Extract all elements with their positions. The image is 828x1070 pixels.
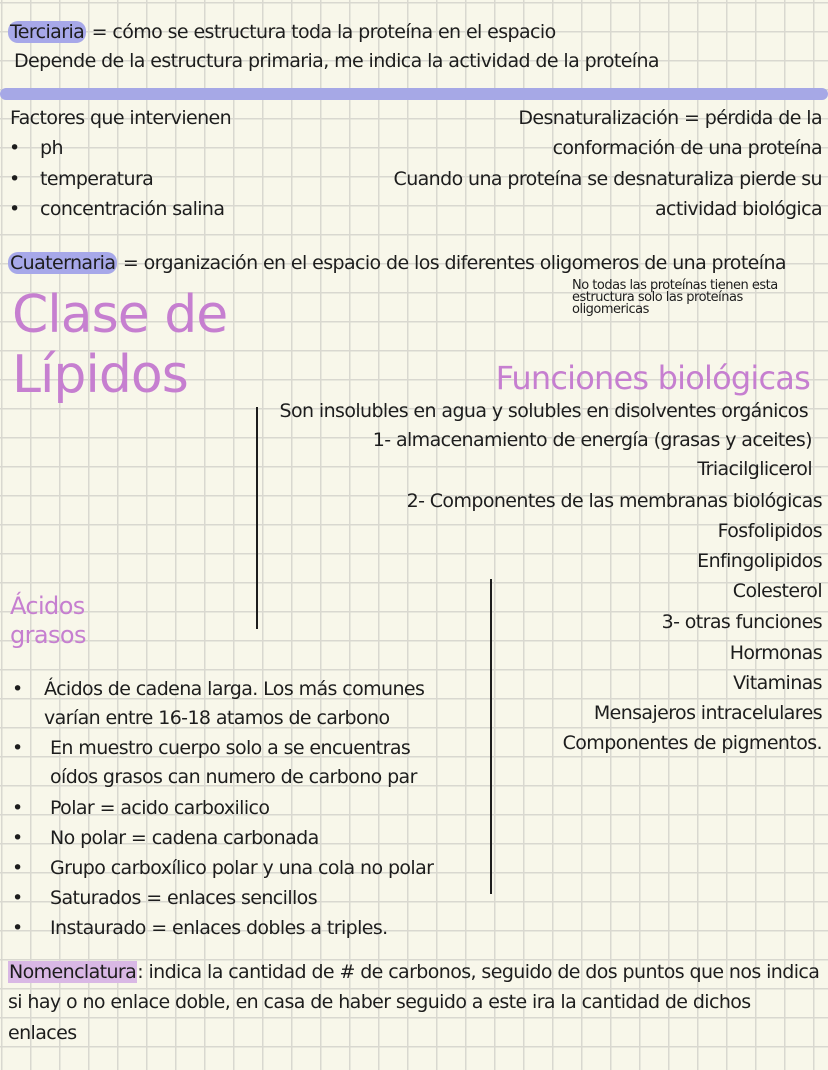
bullet-icon: • <box>12 917 24 939</box>
acidos-bullet-line: Instaurado = enlaces dobles a triples. <box>50 917 388 939</box>
bullet-icon: • <box>12 827 24 849</box>
funciones-line: Mensajeros intracelulares <box>593 702 822 724</box>
vertical-divider-left <box>256 407 258 629</box>
funciones-line: Triacilglicerol <box>697 458 812 480</box>
acidos-bullet-line: En muestro cuerpo solo a se encuentras <box>50 737 411 759</box>
acidos-bullet-line: Ácidos de cadena larga. Los más comunes <box>44 678 425 700</box>
terciaria-term-highlight: Terciaria <box>10 21 85 43</box>
funciones-line: 2- Componentes de las membranas biológicas <box>406 490 822 512</box>
lipidos-title-line: Lípidos <box>12 345 188 405</box>
funciones-line: Hormonas <box>729 642 822 664</box>
terciaria-definition <box>12 20 556 44</box>
nomenclatura-text: : indica la cantidad de # de carbonos, seguido de dos puntos que nos indica <box>137 961 820 983</box>
bullet-icon: • <box>12 737 24 759</box>
funciones-heading: Funciones biológicas <box>495 359 810 397</box>
bullet-icon: • <box>12 887 24 909</box>
acidos-bullet-line: varían entre 16-18 atamos de carbono <box>44 707 390 729</box>
acidos-bullet-line: No polar = cadena carbonada <box>50 827 319 849</box>
cuaternaria-definition-text: = organización en el espacio de los diferentes oligomeros de una proteína <box>117 252 786 274</box>
terciaria-definition-text: = cómo se estructura toda la proteína en el espacio <box>86 21 556 43</box>
nomenclatura-term-highlight: Nomenclatura <box>9 961 137 983</box>
desnaturalizacion-line: conformación de una proteína <box>552 137 822 159</box>
funciones-line: Componentes de pigmentos. <box>562 732 822 754</box>
nomenclatura-line <box>8 960 819 984</box>
funciones-line: Son insolubles en agua y solubles en disolventes orgánicos <box>279 400 808 422</box>
cuaternaria-note-line: No todas las proteínas tienen esta <box>572 278 778 293</box>
funciones-line: Vitaminas <box>733 672 822 694</box>
bullet-icon: • <box>12 857 24 879</box>
bullet-icon: • <box>9 137 21 159</box>
bullet-icon: • <box>12 797 24 819</box>
desnaturalizacion-line: Desnaturalización = pérdida de la <box>518 107 822 129</box>
cuaternaria-term-highlight: Cuaternaria <box>10 252 116 274</box>
funciones-line: Enfingolipidos <box>697 550 822 572</box>
cuaternaria-definition <box>12 251 786 275</box>
acidos-bullet-line: Polar = acido carboxilico <box>50 797 270 819</box>
bullet-icon: • <box>9 168 21 190</box>
cuaternaria-note-line: estructura solo las proteínas <box>572 290 743 305</box>
bullet-icon: • <box>12 678 24 700</box>
desnaturalizacion-line: Cuando una proteína se desnaturaliza pierde su <box>393 168 822 190</box>
acidos-grasos-title-line: grasos <box>10 621 86 649</box>
funciones-line: Fosfolipidos <box>717 520 822 542</box>
nomenclatura-line: si hay o no enlace doble, en casa de haber seguido a este ira la cantidad de dichos <box>8 991 751 1013</box>
factor-item: concentración salina <box>40 198 225 220</box>
bullet-icon: • <box>9 198 21 220</box>
vertical-divider-right <box>490 579 492 894</box>
lipidos-title-line: Clase de <box>12 285 228 345</box>
funciones-line: 1- almacenamiento de energía (grasas y aceites) <box>372 429 812 451</box>
acidos-bullet-line: oídos grasos can numero de carbono par <box>50 766 417 788</box>
nomenclatura-line: enlaces <box>8 1022 77 1044</box>
section-divider-band <box>0 88 828 100</box>
acidos-bullet-line: Saturados = enlaces sencillos <box>50 887 317 909</box>
terciaria-note: Depende de la estructura primaria, me indica la actividad de la proteína <box>14 50 659 72</box>
factor-item: ph <box>40 137 63 159</box>
acidos-grasos-title-line: Ácidos <box>10 592 85 620</box>
funciones-line: 3- otras funciones <box>661 611 822 633</box>
funciones-line: Colesterol <box>732 580 822 602</box>
cuaternaria-note-line: oligomericas <box>572 302 649 317</box>
factores-heading: Factores que intervienen <box>10 107 232 129</box>
acidos-bullet-line: Grupo carboxílico polar y una cola no polar <box>50 857 434 879</box>
desnaturalizacion-line: actividad biológica <box>654 198 822 220</box>
factor-item: temperatura <box>40 168 154 190</box>
